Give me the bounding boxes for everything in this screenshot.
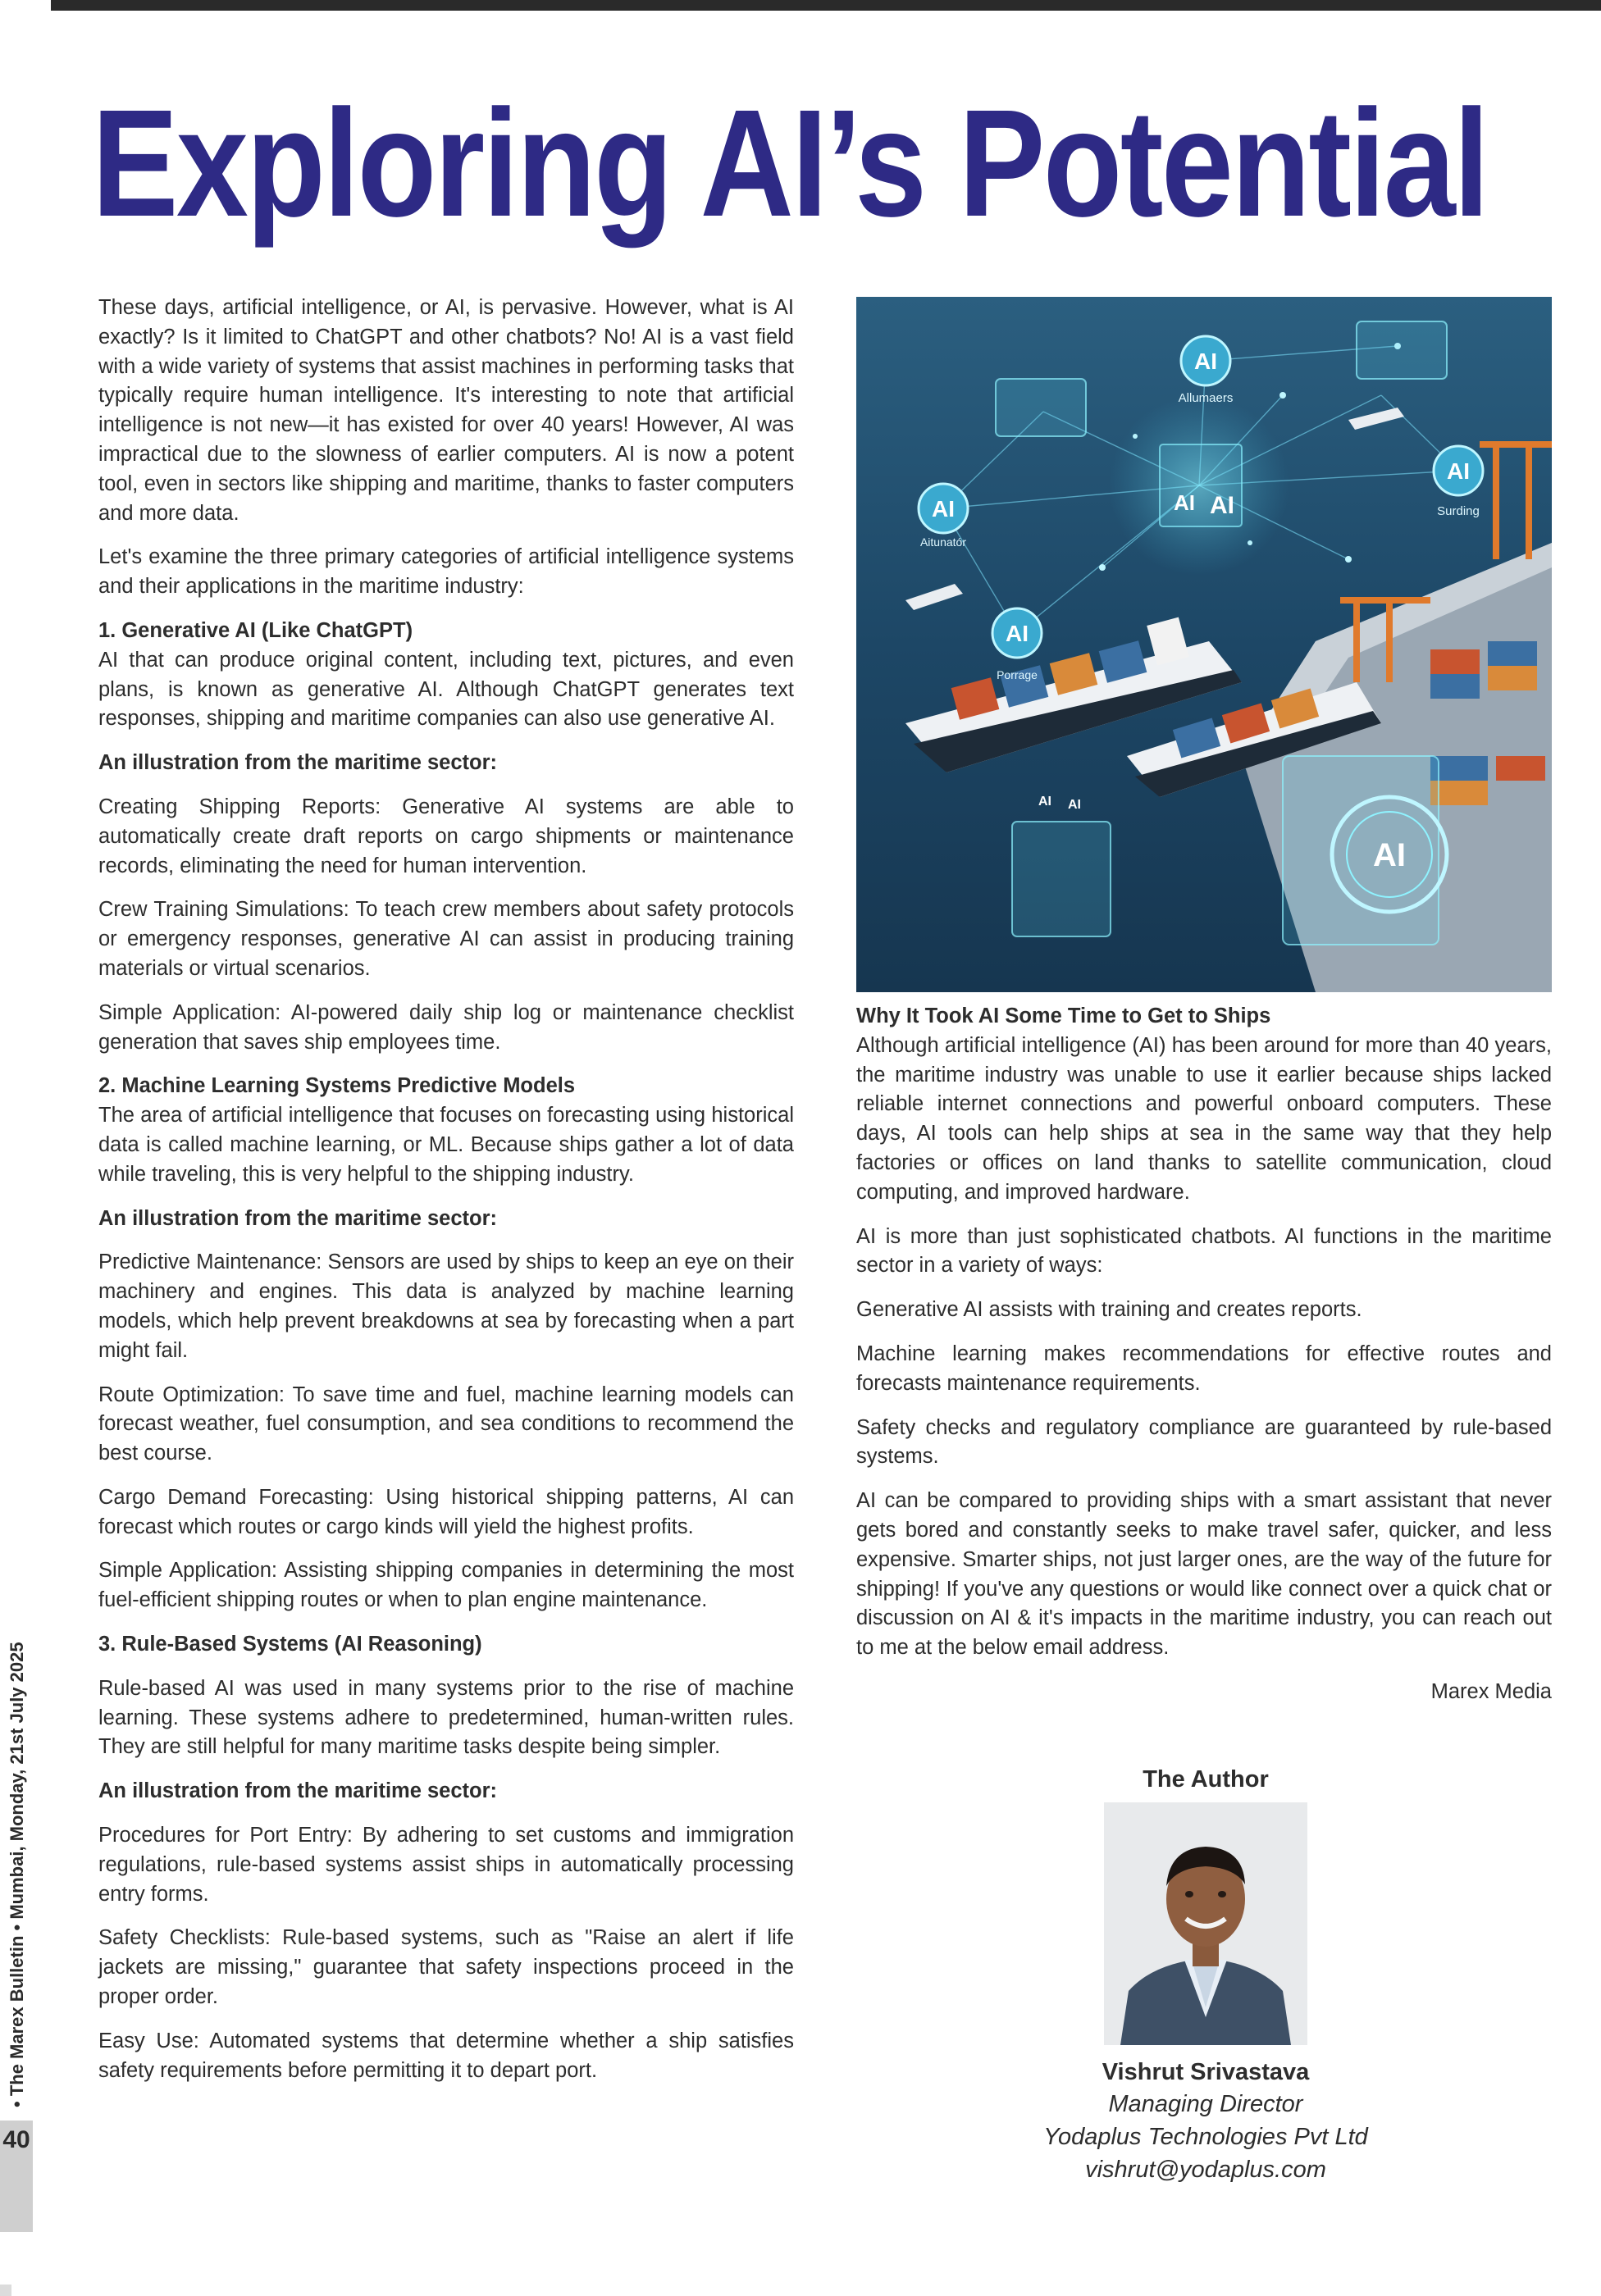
publication-sidebar: • The Marex Bulletin • Mumbai, Monday, 21st July 2025 bbox=[7, 1642, 27, 2107]
machine-learning-section bbox=[98, 1072, 794, 1189]
author-block bbox=[1001, 1763, 1411, 2186]
why-it-took-section bbox=[856, 1002, 1552, 1208]
ai-dial-label: AI bbox=[1373, 837, 1406, 873]
machine-learning-example-subheading: An illustration from the maritime sector: bbox=[98, 1206, 497, 1230]
easy-use-paragraph: Easy Use: Automated systems that determine whether a ship satisfies safety requirements before permitting it to depart port. bbox=[98, 2029, 794, 2082]
svg-text:Porrage: Porrage bbox=[997, 668, 1038, 681]
rule-based-body: Rule-based AI was used in many systems prior to the rise of machine learning. These systems adhere to predetermined, human-written rules. They are still helpful for many maritime tasks despite being simpler. bbox=[98, 1676, 794, 1759]
ml-simple-application-paragraph: Simple Application: Assisting shipping companies in determining the most fuel-efficient shipping routes or when to plan engine maintenance. bbox=[98, 1559, 794, 1612]
author-role: Managing Director bbox=[1108, 2091, 1303, 2117]
ai-badge-top bbox=[1179, 336, 1234, 405]
top-rule bbox=[51, 0, 1601, 11]
generative-simple-application-paragraph: Simple Application: AI-powered daily ship log or maintenance checklist generation that saves ship employees time. bbox=[98, 1000, 794, 1054]
cargo-demand-paragraph: Cargo Demand Forecasting: Using historical shipping patterns, AI can forecast which routes or cargo kinds will yield the highest profits. bbox=[98, 1485, 794, 1538]
author-photo bbox=[1104, 1802, 1307, 2045]
machine-learning-body: The area of artificial intelligence that focuses on forecasting using historical data is called machine learning, or ML. Because ships gather a lot of data while traveling, this is very helpful to the shipping industry. bbox=[98, 1104, 794, 1186]
shipping-reports-paragraph: Creating Shipping Reports: Generative AI systems are able to automatically create draft reports on cargo shipments or maintenance records, eliminating the need for human intervention. bbox=[98, 795, 794, 877]
central-glow bbox=[1109, 395, 1289, 576]
conclusion-paragraph: AI can be compared to providing ships with a smart assistant that never gets bored and constantly seeks to make travel safer, quicker, and less expensive. Smarter ships, not just larger ones, are the way of the future for shipping! If you've any questions or would like connect over a quick chat or discussion on AI & it's impacts in the maritime industry, you can reach out to me at the below email address. bbox=[856, 1489, 1552, 1660]
author-heading: The Author bbox=[1143, 1766, 1269, 1793]
rule-based-example-subheading: An illustration from the maritime sector: bbox=[98, 1779, 497, 1803]
svg-text:AI: AI bbox=[1038, 795, 1051, 809]
author-name: Vishrut Srivastava bbox=[1102, 2059, 1310, 2085]
svg-text:Aitunatór: Aitunatór bbox=[919, 535, 967, 549]
predictive-maintenance-paragraph: Predictive Maintenance: Sensors are used by ships to keep an eye on their machinery and engines. This data is analyzed by machine learning models, which help prevent breakdowns at sea by forecasting when a part might fail. bbox=[98, 1250, 794, 1362]
svg-text:AI: AI bbox=[932, 496, 955, 522]
svg-text:AI: AI bbox=[1006, 621, 1029, 646]
crew-training-paragraph: Crew Training Simulations: To teach crew members about safety protocols or emergency responses, generative AI can assist in producing training materials or virtual scenarios. bbox=[98, 898, 794, 980]
svg-text:Surding: Surding bbox=[1437, 504, 1480, 518]
svg-text:AI: AI bbox=[1447, 458, 1470, 484]
generative-ai-example-subheading: An illustration from the maritime sector: bbox=[98, 751, 497, 775]
author-company: Yodaplus Technologies Pvt Ltd bbox=[1043, 2124, 1368, 2150]
author-email: vishrut@yodaplus.com bbox=[1085, 2157, 1326, 2183]
ai-badge-ship bbox=[992, 608, 1042, 681]
route-optimization-paragraph: Route Optimization: To save time and fuel, machine learning models can forecast weather, fuel consumption, and sea conditions to recommend the best course. bbox=[98, 1383, 794, 1465]
svg-text:AI: AI bbox=[1194, 348, 1217, 374]
ai-badge-right bbox=[1434, 446, 1483, 518]
generative-ai-heading: 1. Generative AI (Like ChatGPT) bbox=[98, 618, 413, 642]
corner-mark bbox=[0, 2285, 11, 2296]
ai-functions-intro-paragraph: AI is more than just sophisticated chatbots. AI functions in the maritime sector in a variety of ways: bbox=[856, 1224, 1552, 1278]
categories-intro-paragraph: Let's examine the three primary categories of artificial intelligence systems and their applications in the maritime industry: bbox=[98, 545, 794, 599]
left-column bbox=[98, 294, 794, 2100]
svg-text:AI: AI bbox=[1174, 490, 1195, 515]
generative-ai-section bbox=[98, 617, 794, 734]
rule-based-summary-paragraph: Safety checks and regulatory compliance are guaranteed by rule-based systems. bbox=[856, 1415, 1552, 1469]
right-column bbox=[856, 1002, 1552, 1722]
generative-summary-paragraph: Generative AI assists with training and creates reports. bbox=[856, 1298, 1362, 1322]
article-title: Exploring AI’s Potential bbox=[92, 79, 1488, 248]
safety-checklists-paragraph: Safety Checklists: Rule-based systems, such as "Raise an alert if life jackets are missing," guarantee that safety inspections proceed in the proper order. bbox=[98, 1926, 794, 2009]
svg-text:AI: AI bbox=[1210, 492, 1234, 519]
svg-text:AI: AI bbox=[1068, 798, 1081, 812]
ai-maritime-illustration bbox=[856, 297, 1552, 992]
author-portrait bbox=[1104, 1802, 1307, 2045]
why-it-took-body: Although artificial intelligence (AI) has been around for more than 40 years, the maritime industry was unable to use it earlier because ships lacked reliable internet connections and powerful onboard computers. These days, AI tools can help ships at sea in the same way that they help factories or offices on land thanks to satellite communication, cloud computing, and improved hardware. bbox=[856, 1033, 1552, 1204]
svg-text:Allumaers: Allumaers bbox=[1178, 391, 1234, 405]
machine-learning-heading: 2. Machine Learning Systems Predictive Models bbox=[98, 1074, 576, 1098]
rule-based-heading: 3. Rule-Based Systems (AI Reasoning) bbox=[98, 1633, 482, 1656]
why-it-took-heading: Why It Took AI Some Time to Get to Ships bbox=[856, 1004, 1271, 1027]
ai-badge-left bbox=[919, 484, 968, 549]
illustration-svg bbox=[856, 297, 1552, 992]
intro-paragraph: These days, artificial intelligence, or AI, is pervasive. However, what is AI exactly? Is it limited to ChatGPT and other chatbots? No! AI is a vast field with a wide variety of systems that assist machines in performing tasks that typically require human intelligence. It's interesting to note that artificial intelligence is not new—it has existed for over 40 years! However, AI was impractical due to the slowness of earlier computers. AI is now a potent tool, even in sectors like shipping and maritime, thanks to faster computers and more data. bbox=[98, 296, 794, 525]
port-entry-paragraph: Procedures for Port Entry: By adhering to set customs and immigration regulations, rule-based systems assist ships in automatically processing entry forms. bbox=[98, 1824, 794, 1906]
ml-summary-paragraph: Machine learning makes recommendations for effective routes and forecasts maintenance requirements. bbox=[856, 1342, 1552, 1395]
signoff: Marex Media bbox=[1430, 1679, 1552, 1703]
page-number: 40 bbox=[2, 2126, 30, 2153]
generative-ai-body: AI that can produce original content, including text, pictures, and even plans, is known as generative AI. Although ChatGPT generates text responses, shipping and maritime companies can also use generative AI. bbox=[98, 648, 794, 731]
